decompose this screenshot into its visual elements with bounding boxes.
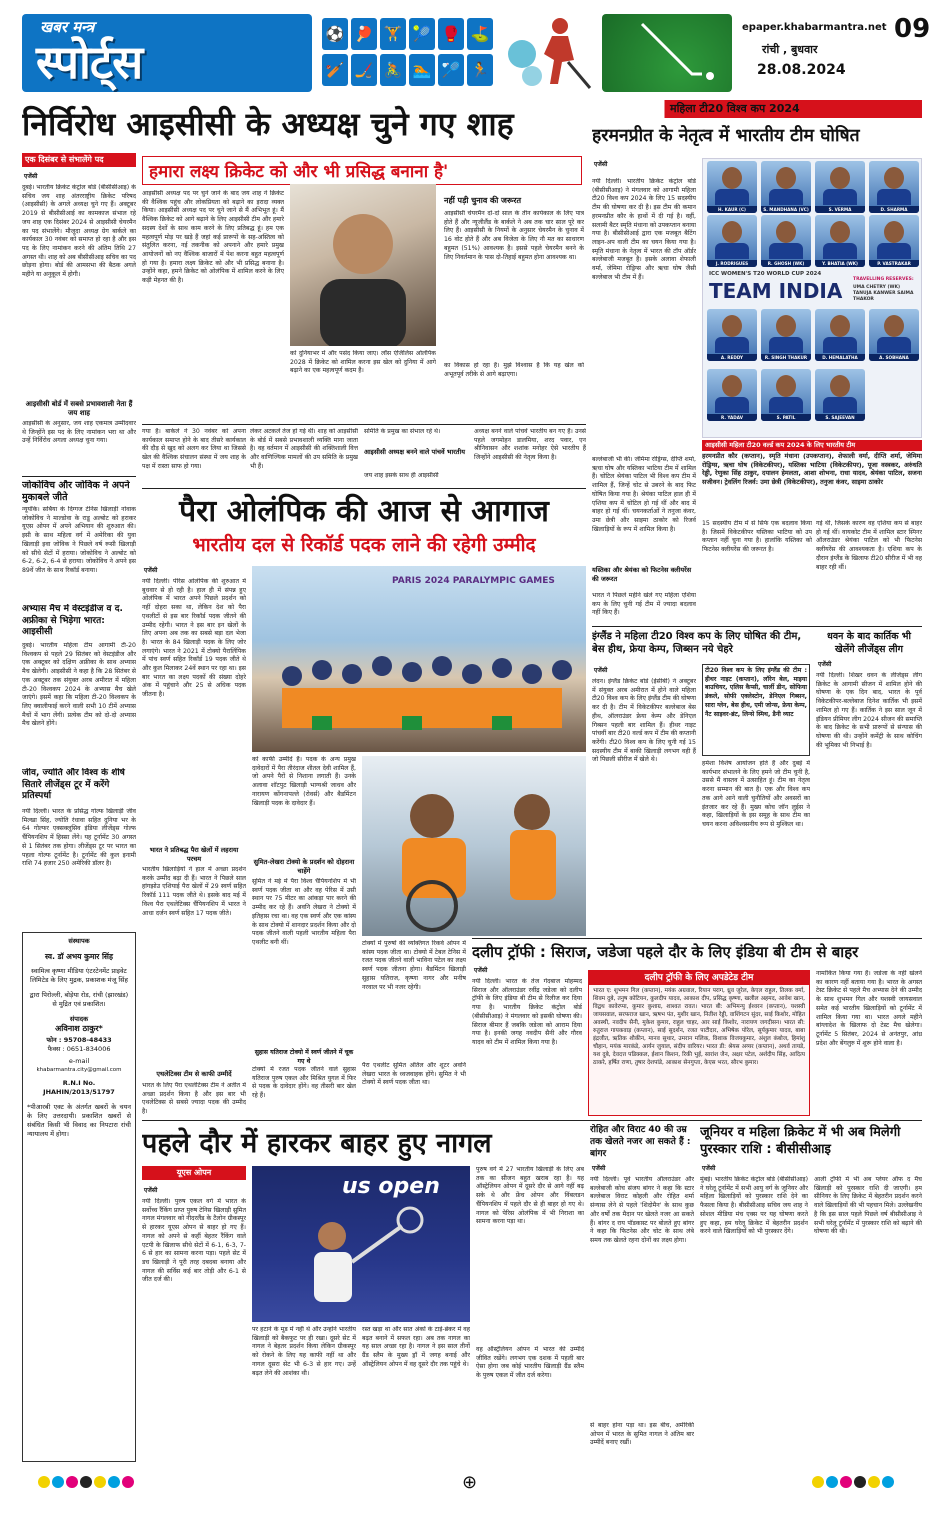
hockey-field-graphic (602, 14, 732, 92)
wt20-caption-red: आइसीसी महिला टी20 वर्ल्ड कप 2024 के लिए भारतीय टीम (702, 440, 922, 451)
editor-title: संपादक (69, 1015, 89, 1023)
sport-icon: 🚴 (380, 54, 406, 86)
rohit-byline: एजेंसी (592, 1165, 606, 1172)
color-registration-dot (854, 1476, 866, 1488)
icc-bottom3b: जय शाह इसके साथ ही आइसीसी (364, 472, 439, 479)
divider (22, 476, 136, 477)
jay-shah-photo (290, 184, 436, 346)
para-col2c: टोक्यो में रजत पदक जीतने वाले सुहास यतिराज पुरुष एकल और मिश्रित युगल में फिर से पदक के दावेदार होंगे। वह तीसरी बार खेल रहे हैं। (252, 1066, 356, 1100)
divider (142, 1120, 922, 1121)
rohit-col1: नयी दिल्ली। पूर्व भारतीय ऑलराउंडर और बल्लेबाजी कोच संजय बांगर ने कहा कि स्टार बल्लेबाज विराट कोहली और रोहित शर्मा संन्यास लेने से पहले 'शिदोमैन' के साथ कुछ और वर्षों तक मैदान पर खेलते नजर आ सकते हैं। बांगर द राय पॉडकास्ट पर बोलते हुए बांगर ने कहा कि फिटनेस और चोट के साथ लंबे समय तक खेलते रहना दोनों का लक्ष्य होगा। (590, 1176, 694, 1244)
kartik-col2: गई थी, जिसके कारण वह एशिया कप से बाहर हो गई थीं। वायकोट टीम में शामिल स्टार स्पिनर ऑलराउंडर श्रेयंका पाटिल को भी फिटनेस क्लीयरेंस की आवश्यकता है। एशिया कप के दौरान इंग्लैंड के खिलाफ टी20 सीरीज में भी वह बाहर रही थीं। (816, 520, 922, 571)
hockey-player-graphic (502, 14, 602, 92)
djokovic-text: न्यूयॉर्क। सर्बिया के दिग्गज टेनिस खिलाड़ी नोवाक जोकोविच ने माल्डोवा के राडू अल्बोट को हराकर यूएस ओपन में अपने अभियान की शुरुआत की। इसी के साथ महिला वर्ग में अमेरिका की युवा खिलाड़ी इवा जोविक ने पिछले वर्ष रूसी खिलाड़ी को सीधे सेटों में हराया। जोकोविच ने अल्बोट को 6-2, 6-2, 6-4 से हराया। जोकोविच ने अपने इस 89वें जीत के साथ रिकॉर्ड बनाया। (22, 506, 136, 574)
icc-col1-sub: आइसीसी बोर्ड में सबसे प्रभावशाली नेता हैं जय शाह (25, 400, 133, 417)
icc-sidebar-label: एक दिसंबर से संभालेंगे पद (22, 153, 136, 167)
wt20-sub: यस्तिका और श्रेयंका को फिटनेस क्लीयरेंस की जरूरत (592, 566, 692, 583)
rohit-headline: रोहित और विराट 40 की उम्र तक खेलते नजर आ सकते हैं : बांगर (590, 1125, 691, 1159)
player-avatar (884, 315, 904, 337)
warmup-headline: अभ्यास मैच में वेस्टइंडीज व द. अफ्रीका से भिड़ेगा भारत: आइसीसी (22, 604, 123, 637)
nagal-headline: पहले दौर में हारकर बाहर हुए नागल (142, 1128, 492, 1159)
color-registration-dot (882, 1476, 894, 1488)
player-jersey (769, 397, 803, 413)
england-headline: इंग्लैंड ने महिला टी20 विश्व कप के लिए घोषित की टीम, बेस हीथ, फ्रेया केम्प, जिब्सन नये चेहरे (592, 631, 802, 655)
para-col3: टोक्यों में पुरुषों की व्यक्तिगत रिकर्व ओपन में कांस्य पदक जीता था। टोक्यो में टेबल टेनिस में रजत पदक जीतने वाली भाविना पटेल का लक्ष्य स्वर्ण पदक जीतना होगा। बैडमिंटन खिलाड़ी सुहास यतिराज, कृष्णा नागर और मनीष नरवाल पर भी नजर रहेगी। (362, 940, 466, 991)
nagal-photo (252, 1166, 470, 1322)
color-registration-dot (38, 1476, 50, 1488)
player-name: A. SOBHANA (869, 354, 919, 361)
icc-col2: आइसीसी अध्यक्ष पद पर चुने जाने के बाद जय शाह ने क्रिकेट की वैश्विक पहुंच और लोकप्रियता को बढ़ाने का इरादा व्यक्त किया। आइसीसी अध्यक्ष पद पर चुने जाने से मैं अभिभूत हूं। मैं वैश्विक क्रिकेट को आगे बढ़ाने के लिए आइसीसी टीम और हमारे सदस्य देशों के साथ काम करने के लिए प्रतिबद्ध हूं। हम एक महत्वपूर्ण मोड़ पर खड़े हैं जहां कई प्रारूपों के सह-अस्तित्व को संतुलित करना, नई तकनीक को अपनाने और हमारे प्रमुख आयोजनों को नए वैश्विक बाजारों में पेश करना बहुत महत्वपूर्ण हो गया है। हमारा लक्ष्य क्रिकेट को और भी प्रसिद्ध बनाना है। उन्होंने कहा, हमने क्रिकेट को ओलंपिक में शामिल करने के लिए कड़ी मेहनत की है। (142, 190, 284, 285)
jeev-headline: जीव, ज्योति और विश्व के शीर्ष सितारे लीजेंड्स टूर में करेंगे प्रतिस्पर्धा (22, 768, 125, 801)
nagal-col4: पुरुष वर्ग में 27 भारतीय खिलाड़ी के लिए अब तक का सीजन बहुत खराब रहा है। यह ऑस्ट्रेलियन ओपन में दूसरे दौर से आगे नहीं बढ़ सके थे और फ्रेंच ओपन और विंबलडन चैंपियनशिप में पहले दौर से ही बाहर हो गए थे। नागल को पेरिस ओलंपिक में भी निराशा का सामना करना पड़ा था। (476, 1166, 584, 1226)
para-headline: पैरा ओलंपिक की आज से आगाज (179, 494, 549, 529)
legal-note: *पीआरबी एक्ट के अंतर्गत खबरों के चयन के लिए उत्तरदायी। प्रकाशित खबरों से संबंधित किसी भी विवाद का निपटारा रांची न्यायालय में होगा। (27, 1103, 131, 1138)
warmup-text: दुबई। भारतीय महिला टीम आगामी टी-20 विश्वकप से पहले 29 सितंबर को वेस्टइंडीज और एक अक्टूबर को दक्षिण अफ्रीका के साथ अभ्यास मैच खेलेगी। आइसीसी ने कहा है कि 28 सितंबर से एक अक्टूबर तक संयुक्त अरब अमीरात में महिला टी-20 विश्वकप 2024 के अभ्यास मैच खेले जाएंगे। इसमें कहा कि महिला टी-20 विश्वकप के लिए क्वालीफाई करने वाली सभी 10 टीमें अभ्यास मैचों में भाग लेंगी। प्रत्येक टीम को दो-दो अभ्यास मैच खेलने होंगे। (22, 642, 136, 728)
sport-icon: 🏃 (467, 54, 493, 86)
player-card (707, 161, 757, 213)
icc-headline: निर्विरोध आइसीसी के अध्यक्ष चुने गए शाह (22, 105, 514, 143)
player-avatar (884, 221, 904, 243)
player-card (815, 309, 865, 361)
reserves-label: TRAVELLING RESERVES: (853, 277, 914, 282)
player-card (761, 161, 811, 213)
sport-icon: ⚽ (322, 18, 348, 50)
team-banner-sub: ICC WOMEN'S T20 WORLD CUP 2024 (709, 271, 822, 277)
player-avatar (776, 221, 796, 243)
reserves-list: UMA CHETRY (WK) TANUJA KANWER SAIMA THAKOR (853, 285, 914, 302)
player-card (815, 161, 865, 213)
color-registration-dot (826, 1476, 838, 1488)
player-jersey (769, 337, 803, 353)
player-name: P. VASTRAKAR (869, 260, 919, 267)
player-card (707, 369, 757, 421)
icc-bottom3: समिति के प्रमुख का संभाल रहे थे। (364, 428, 441, 435)
nagal-col1: नयी दिल्ली। पुरुष एकल वर्ग में भारत के सर्वोच्च रैंकिंग प्राप्त पुरुष टेनिस खिलाड़ी सुमित नागल मंगलवार को नीदरलैंड के टैलोन ग्रीकस्पूर से हारकर यूएस ओपन से बाहर हो गए हैं। नागल को अपने से कहीं बेहतर रैंकिंग वाले एटपी के खिलाफ सीधे सेटों में 6-1, 6-3, 7-6 से हार का सामना करना पड़ा। पहले सेट में डच खिलाड़ी ने पूरी तरह दबदबा बनाया और नागल की सर्विस कई बार तोड़ी और 6-1 से जीत दर्ज की। (142, 1198, 246, 1284)
icc-bottom3-sub: आइसीसी अध्यक्ष बनने वाले पांचवें भारतीय (364, 448, 465, 456)
divider (142, 488, 586, 489)
player-card (761, 215, 811, 267)
duleep-byline: एजेंसी (474, 967, 488, 974)
email-label: e-mail (68, 1057, 90, 1065)
player-avatar (830, 315, 850, 337)
para-byline: एजेंसी (144, 567, 158, 574)
nagal-col5: वह ऑस्ट्रेलियन ओपन में भारत की उम्मीदें जीवित रखेंगे। लगभग एक दशक में पहली बार ऐसा होगा जब कोई भारतीय खिलाड़ी ग्रैंड स्लैम के पुरुष एकल में जीत दर्ज करेगा। (476, 1346, 584, 1380)
site-url[interactable]: epaper.khabarmantra.net (742, 22, 887, 33)
sport-icon: 🏊 (409, 54, 435, 86)
icc-col4-head: नहीं पड़ी चुनाव की जरूरत (444, 196, 522, 205)
player-card (815, 369, 865, 421)
wt20-kicker: महिला टी20 विश्व कप 2024 (592, 100, 922, 118)
bcci-headline: जूनियर व महिला क्रिकेट में भी अब मिलेगी पुरस्कार राशि : बीसीसीआइ (700, 1125, 901, 1157)
player-avatar (776, 167, 796, 189)
player-card (707, 309, 757, 361)
icc-bottom2: लेकर अटकलें तेज हो गई थीं। शाह को आइसीसी के बोर्ड में सबसे प्रभावशाली व्यक्ति माना जाता है। वह वर्तमान में आइसीसी की शक्तिशाली वित्त और वाणिज्यिक मामलों की उप समिति के प्रमुख भी हैं। (250, 428, 358, 470)
team-india-graphic (702, 158, 922, 438)
england-byline: एजेंसी (594, 667, 608, 674)
player-name: R. GHOSH (WK) (761, 260, 811, 267)
nagal-col2: पर हटाने के मूड में नहीं थे और उन्होंने भारतीय खिलाड़ी को बैकफुट पर ही रखा। दूसरे सेट में नागल ने बेहतर प्रदर्शन किया लेकिन ग्रीकस्पूर को रोकने के लिए यह काफी नहीं था और नागल दूसरा सेट भी 6-3 से हार गए। उन्हें बढ़त लेने की आशंका थी। (252, 1326, 356, 1377)
para-subhead: भारतीय दल से रिकॉर्ड पदक लाने की रहेगी उम्मीद (192, 534, 536, 556)
city-day: रांची , बुधवार (762, 43, 818, 56)
england-col2: हमेशा विशेष आयोजन होते हैं और दुबई में कार्यभार संभालने के लिए हमने जो टीम चुनी है, उससे मैं वास्तव में उत्साहित हूं। टीम का नेतृत्व करना सम्मान की बात है। एक और विश्व कप तक आगे आने वाली चुनौतियों और अवसरों का इंतजार कर रहे हैं। मुख्य कोच जॉन लुईस ने कहा, खिलाड़ियों के इस समूह के साथ टीम का चयन करना अविश्वसनीय रूप से मुश्किल था। (702, 760, 810, 828)
wt20-col2: बल्लेबाजी भी की। जेमिमा रोड्रिग्स, दीप्ति शर्मा, ऋचा घोष और यस्तिका भाटिया टीम में शामिल हैं। चोटिल श्रेयंका पाटिल भी विश्व कप टीम में शामिल हैं, जिन्हें चोट से उबरने के बाद फिट घोषित किया गया है। श्रेयंका पाटिल हाल ही में एशिया कप में चोटिल हो गई थीं और बाद में बाहर हो गई थीं। चयनकर्ताओं ने तनुजा कंवर, उमा छेत्री और साइमा ठाकोर को रिजर्व खिलाड़ियों के रूप में शामिल किया है। (592, 456, 696, 533)
imprint-box (22, 932, 136, 1462)
icc-col4b: का विकास हो रहा है। मुझे विश्वास है कि यह खेल को अभूतपूर्व तरीके से आगे बढ़ाएगा। (444, 362, 584, 378)
color-registration-dot (812, 1476, 824, 1488)
icc-byline: एजेंसी (24, 173, 38, 180)
team-banner: TEAM INDIA (709, 279, 843, 303)
player-card (761, 309, 811, 361)
player-avatar (884, 167, 904, 189)
athletes-icon (362, 756, 586, 936)
player-avatar (776, 315, 796, 337)
player-avatar (830, 167, 850, 189)
player-card (869, 309, 919, 361)
player-name: H. KAUR (C) (707, 206, 757, 213)
player-avatar (722, 167, 742, 189)
wt20-caption: हरमनप्रीत कौर (कप्तान), स्मृति मंधाना (उपकप्तान), शेफाली वर्मा, दीप्ति शर्मा, जेमिमा रोड्रिग्स, ऋचा घोष (विकेटकीपर), यस्तिका भाटिया (विकेटकीपर), पूजा वस्त्रकर, अरुंधति रेड्डी, रेणुका सिंह ठाकुर, दयालन हेमलता, आशा शोभना, राधा यादव, श्रेयंका पाटिल, सजना सजीवन। ट्रेवलिंग रिजर्व: उमा छेत्री (विकेटकीपर), तनुजा कंवर, साइमा ठाकोर (702, 452, 922, 487)
djokovic-headline: जोकोविच और जोविक ने अपने मुकाबले जीते (22, 480, 130, 503)
archer-photo (362, 756, 586, 936)
player-card (815, 215, 865, 267)
player-jersey (823, 189, 857, 205)
player-jersey (769, 189, 803, 205)
player-jersey (877, 243, 911, 259)
player-avatar (776, 375, 796, 397)
issue-date: 28.08.2024 (757, 62, 846, 78)
player-avatar (830, 375, 850, 397)
player-jersey (715, 243, 749, 259)
wt20-col2b: भारत ने पिछले महीने खेले गए महिला एशिया कप के लिए चुनी गई टीम में ज्यादा बदलाव नहीं किए हैं। (592, 592, 696, 617)
sport-icon: 🏋 (380, 18, 406, 50)
player-name: Y. BHATIA (WK) (815, 260, 865, 267)
jeev-text: नयी दिल्ली। भारत के प्रसिद्ध गोल्फ खिलाड़ी जीव मिल्खा सिंह, ज्योति रंधावा सहित दुनिया भर के 64 गोल्फर एक्सक्लूसिव इंडिया लीजेंड्स गोल्फ चैंपियनशिप में हिस्सा लेंगे। यह टूर्नामेंट 30 अगस्त से 1 सितंबर तक होगा। लीजेंड्स टूर पर भारत का पहला गोल्फ टूर्नामेंट है। टूर्नामेंट की कुल इनामी राशि 74 हजार 250 अमेरिकी डॉलर है। (22, 808, 136, 868)
player-name: S. VERMA (815, 206, 865, 213)
para-col1-sub: भारत ने प्रतिबद्ध पैरा खेलों में लहराया परचम (149, 846, 239, 863)
duleep-col2: नामांकित किया गया है। जडेजा के नहीं खेलने का कारण नहीं बताया गया है। भारत के अगस्त टेस्ट क्रिकेट से पहले मैच अभ्यास देने की उम्मीद के साथ शुभमन गिल और यशस्वी जायसवाल समेत कई भारतीय खिलाड़ियों को टूर्नामेंट में शामिल किया गया था। भारत अगले महीने बांग्लादेश के खिलाफ दो टेस्ट मैच खेलेगा। टूर्नामेंट 5 सितंबर, 2024 से अनंतपुर, आंध्र प्रदेश और बेंगलुरु में शुरू होने वाला है। (816, 970, 922, 1047)
para-col2: को काफी उम्मीदें हैं। पदक के अन्य प्रमुख दावेदारों में पैरा तीरंदाज शीतल देवी शामिल हैं, जो अपने पैरों से निशाना लगाती हैं। उनके अलावा शॉटपुट खिलाड़ी भाग्यश्री जाधव और नारायण कोंगनापल्ले (रोवर्स) और बैडमिंटन खिलाड़ी पदक के दावेदार हैं। (252, 756, 356, 807)
page-number: 09 (894, 14, 931, 44)
rni: R.N.I No. JHAHIN/2013/51797 (43, 1079, 115, 1096)
player-avatar (830, 221, 850, 243)
phone: फोन : 95708-48433 (46, 1036, 112, 1044)
sport-icon: 🏏 (322, 54, 348, 86)
para-col1c: भारत के लिए पैरा एथलेटिक्स टीम ने अतीत में अच्छा प्रदर्शन किया है और इस बार भी एथलेटिक्स से सबसे ज्यादा पदक की उम्मीद है। (142, 1082, 246, 1116)
brand-logo (22, 14, 312, 92)
hockey-player-icon (502, 14, 602, 92)
photo-banner-text: PARIS 2024 PARALYMPIC GAMES (392, 576, 555, 586)
brand-small: खबर मन्त्र (40, 18, 95, 36)
icc-col1: दुबई। भारतीय क्रिकेट कंट्रोल बोर्ड (बीसीसीआइ) के सचिव जय शाह अंतरराष्ट्रीय क्रिकेट परिषद (आइसीसी) के अगले अध्यक्ष चुने गए हैं। अक्टूबर 2019 से बीसीसीआई का कामकाज संभाल रहे जय शाह एक दिसंबर 2024 से आइसीसी चेयरमैन का पद संभालेंगे। मौजूदा अध्यक्ष ग्रेग बार्कले का कार्यकाल 30 नवंबर को समाप्त हो रहा है और इस पद के लिए नामांकन करने की अंतिम तिथि 27 अगस्त थी। शाह को अब बीसीसीआइ सचिव का पद छोड़ना होगा। बोर्ड की आमसभा की बैठक अगले महीने या अनुकूल में होगी। (22, 184, 136, 279)
icc-photo-caption: को दुनियाभर में और पसंद किया जाए। लॉस एंजिलिस ओलंपिक 2028 में क्रिकेट को शामिल करना इस खेल को दुनिया में आगे बढ़ाने का एक महत्वपूर्ण कदम है। (290, 350, 436, 375)
icc-quote: हमारा लक्ष्य क्रिकेट को और भी प्रसिद्ध बनाना है' (142, 156, 582, 185)
player-card (707, 215, 757, 267)
player-avatar (722, 375, 742, 397)
icc-bottom4: अध्यक्ष बनने वाले पांचवें भारतीय बन गए हैं। उनसे पहले जगमोहन डालमिया, शरद पवार, एन श्रीनिवासन और शशांक मनोहर ऐसे भारतीय हैं जिन्होंने आइसीसी की नेतृत्व किया है। (474, 428, 586, 462)
kartik-col2b: 15 सदस्यीय टीम में से सिर्फ एक बदलाव किया है। जिसमें विकेटकीपर यस्तिका भाटिया को उप कप्तान नहीं चुना गया है। हालांकि यस्तिका को फिटनेस क्लीयरेंस की जरूरत है। (702, 520, 812, 554)
bcci-col1: मुंबई। भारतीय क्रिकेट कंट्रोल बोर्ड (बीसीसीआइ) ने घरेलू टूर्नामेंट में सभी आयु वर्ग के जूनियर और महिला खिलाड़ियों को पुरस्कार राशि देने का फैसला किया है। बीसीसीआइ सचिव जय शाह ने सोशल मीडिया मंच एक्स पर यह घोषणा करते हुए कहा, हम घरेलू क्रिकेट में बेहतरीन प्रदर्शन करने वाले खिलाड़ियों को भी पुरस्कार देंगे। (700, 1176, 808, 1236)
sport-icon: 🏓 (351, 18, 377, 50)
player-jersey (823, 397, 857, 413)
paralympic-team-photo (252, 566, 586, 752)
para-col2-sub2: सुहास यतिराज टोक्यो में स्वर्ण जीतने में चूक गए थे (254, 1049, 354, 1065)
player-name: R. SINGH THAKUR (761, 354, 811, 361)
player-avatar (722, 315, 742, 337)
sport-icon: ⛳ (467, 18, 493, 50)
duleep-col1: नयी दिल्ली। भारत के तेज गेंदबाज मोहम्मद सिराज और ऑलराउंडर रवींद्र जडेजा को दलीप ट्रॉफी के लिए इंडिया बी टीम से रिलीज कर दिया गया है। भारतीय क्रिकेट कंट्रोल बोर्ड (बीसीसीआइ) ने मंगलवार को इसकी घोषणा की। सिराज बीमार हैं जबकि जडेजा को आराम दिया गया है। इनकी जगह नवदीप सैनी और गौरव यादव को टीम में शामिल किया गया है। (472, 978, 582, 1046)
player-name: J. RODRIGUES (707, 260, 757, 267)
color-registration-dot (108, 1476, 120, 1488)
icc-col4: आइसीसी चेयरमैन दो-दो साल के तीन कार्यकाल के लिए पात्र होते हैं और न्यूजीलैंड के बार्कले ने अब तक चार साल पूरे कर लिए हैं। आइसीसी के नियमों के अनुसार चेयरमैन के चुनाव में 16 वोट होते हैं और अब विजेता के लिए नौ मत का साधारण बहुमत (51%) आवश्यक है। इससे पहले चेयरमैन बनने के लिए निवर्तमान के पास दो-तिहाई बहुमत होना आवश्यक था। (444, 210, 584, 261)
player-card (761, 369, 811, 421)
duleep-box-title: दलीप ट्रॉफी के लिए अपडेटेड टीम (589, 971, 809, 985)
editor-name: अविनाश ठाकुर* (55, 1024, 103, 1033)
color-registration-dot (66, 1476, 78, 1488)
player-jersey (769, 243, 803, 259)
kartik-col1: नयी दिल्ली। शिखर धवन के लीजेंड्स लीग क्रिकेट के आगामी सीजन में शामिल होने की घोषणा के एक दिन बाद, भारत के पूर्व विकेटकीपर-बल्लेबाज दिनेश कार्तिक भी इसमें शामिल हो गए हैं। कार्तिक ने इस साल जून में इंडियन प्रीमियर लीग 2024 सीजन की समाप्ति के बाद क्रिकेट के सभी प्रारूपों से संन्यास की घोषणा की थी। उन्होंने कमेंट्री के साथ कोचिंग की भूमिका भी निभाई है। (816, 672, 922, 749)
color-registration-dot (80, 1476, 92, 1488)
color-registration-dot (52, 1476, 64, 1488)
player-jersey (715, 189, 749, 205)
england-box: टी20 विश्व कप के लिए इंग्लैंड की टीम : हीथर नाइट (कप्तान), लॉरेन बेल, माइया बाउचियर, एलिस कैप्सी, चार्ली डीन, सोफिया डंकले, सोफी एक्लेस्टोन, डेनिएल गिब्सन, सारा ग्लेन, बेस हीथ, एमी जोन्स, फ्रेया केम्प, नैट साइवर-ब्रंट, लिन्से स्मिथ, डैनी व्याट (702, 664, 810, 756)
email-value[interactable]: khabarmantra.city@gmail.com (36, 1067, 122, 1073)
wt20-byline: एजेंसी (594, 161, 608, 168)
divider (472, 938, 922, 939)
color-registration-dot (840, 1476, 852, 1488)
bcci-col2: आली ट्रॉफी में भी अब प्लेयर ऑफ द मैच खिलाड़ी को पुरस्कार राशि दी जाएगी। हम सीनियर के लिए क्रिकेट में बेहतरीन प्रदर्शन करने वाले खिलाड़ियों की भी पहचान मिले। उल्लेखनीय है कि इस साल पहले पिछले वर्ष बीसीसीआइ ने सभी घरेलू टूर्नामेंट में पुरस्कार राशि को बढ़ाने की घोषणा की थी। (814, 1176, 922, 1236)
nagal-byline: एजेंसी (144, 1187, 158, 1194)
player-jersey (877, 189, 911, 205)
icc-bottom1: गया है। बार्कले ने 30 नवंबर को अपना कार्यकाल समाप्त होने के बाद तीसरे कार्यकाल की दौड़ से खुद को अलग कर लिया था जिससे खेल की वैश्विक संचालन संस्था में जय शाह के पक्ष में रास्ता साफ हो गया। (142, 428, 246, 470)
duleep-headline: दलीप ट्रॉफी : सिराज, जडेजा पहले दौर के लिए इंडिया बी टीम से बाहर (472, 943, 859, 961)
player-jersey (877, 337, 911, 353)
wt20-headline: हरमनप्रीत के नेतृत्व में भारतीय टीम घोषित (592, 126, 860, 146)
fax: फैक्स : 0651-834006 (47, 1045, 111, 1053)
para-col2-sub: सुमित-लेखरा टोक्यो के प्रदर्शन को दोहराना चाहेंगे (253, 858, 355, 875)
bcci-byline: एजेंसी (702, 1165, 716, 1172)
player-name: S. MANDHANA (VC) (761, 206, 811, 213)
portrait-icon (290, 184, 436, 346)
wt20-col1: नयी दिल्ली। भारतीय क्रिकेट कंट्रोल बोर्ड (बीसीसीआइ) ने मंगलवार को आगामी महिला टी20 विश्व कप 2024 के लिए 15 सदस्यीय टीम की घोषणा कर दी है। इस टीम की कमान हरमनप्रीत कौर के हाथों में दी गई है। वहीं, सलामी बैटर स्मृति मंधाना को उपकप्तान बनाया गया है। बीसीसीआई द्वारा एक मजबूत बैटिंग लाइन-अप वाली टीम का चयन किया गया है। स्मृति मंधाना के नेतृत्व में भारत की टॉप ऑर्डर बल्लेबाजी मजबूत है। इसके अलावा शेफाली वर्मा, जेमिमा रोड्रिग्स और ऋचा घोष जैसी बल्लेबाज भी टीम में हैं। (592, 178, 696, 281)
color-registration-dot (122, 1476, 134, 1488)
imprint-owner: स्वामित्व कृष्णा मीडिया एंटरटेनमेंट प्राइवेट लिमिटेड के लिए मुद्रक, प्रकाशक मंजू सिंह (30, 967, 128, 984)
usopen-photo-text: us open (342, 1174, 440, 1199)
registration-mark-icon: ⊕ (462, 1472, 478, 1493)
icc-col1b: आइसीसी के अनुसार, जय शाह एकमात्र उम्मीदवार थे जिन्होंने इस पद के लिए नामांकन भरा था और उन्हें निर्विरोध अगला अध्यक्ष चुना गया। (22, 420, 136, 445)
hockey-stick-icon (602, 14, 732, 92)
player-jersey (823, 337, 857, 353)
player-name: R. YADAV (707, 414, 757, 421)
player-name: A. REDDY (707, 354, 757, 361)
player-name: S. PATIL (761, 414, 811, 421)
imprint-founder: स्व. डॉ अभय कुमार सिंह (45, 952, 113, 961)
imprint-address: द्वारा पिरोल्ली, बोड़ेया रोड, रांची (झारखंड) से मुद्रित एवं प्रकाशित। (29, 991, 129, 1008)
nagal-col3: रस्त खड़ा था और सात अंकों के टाई-ब्रेकर में वह बढ़त बनाने में सफल रहा। अब तक नागल का यह साल अच्छा रहा है। नागल ने इस साल तीनों ग्रैंड स्लैम के मुख्य ड्रॉ में जगह बनाई और ऑस्ट्रेलियन ओपन में वह दूसरे दौर तक पहुंचे थे। (362, 1326, 470, 1368)
para-col3b: पैरा एथलीट सुमित अंतिल और शूटर अवनि लेखरा भारत के ध्वजवाहक होंगे। सुमित ने भी टोक्यो में स्वर्ण पदक जीता था। (362, 1062, 466, 1087)
color-registration-dot (868, 1476, 880, 1488)
kartik-byline: एजेंसी (818, 661, 832, 668)
sport-icon: 🥊 (438, 18, 464, 50)
player-jersey (715, 397, 749, 413)
player-jersey (715, 337, 749, 353)
sport-icon: 🏸 (438, 54, 464, 86)
player-avatar (722, 221, 742, 243)
sport-icon: 🏒 (351, 54, 377, 86)
divider (592, 626, 922, 627)
para-col1: नयी दिल्ली। पेरिस ओलंपिक की शुरुआत में बुधवार से हो रही है। हाल ही में संपन्न हुए ओलंपिक में भारत अपने पिछले प्रदर्शन को नहीं दोहरा सका था, लेकिन देश को पैरा एथलीटों से इस बार रिकॉर्ड पदक जीतने की उम्मीद रहेगी। भारत ने इस बार इन खेलों के लिए अपना अब तक का सबसे बड़ा दल भेजा है। भारत के 84 खिलाड़ी पदक के लिए जोर लगाएंगे। भारत ने 2021 में टोक्यो पैरालिंपिक में पांच स्वर्ण सहित रिकॉर्ड 19 पदक जीते थे और कुल मिलाकर 24वें स्थान पर रहा था। इस बार भारत का लक्ष्य पदकों की संख्या दोहरे अंक में पहुंचाने और 25 से अधिक पदक जीतना है। (142, 578, 246, 699)
sports-icon-grid (322, 18, 498, 90)
divider (142, 424, 586, 425)
player-name: D. SHARMA (869, 206, 919, 213)
group-photo-icon (252, 566, 586, 752)
para-col2b: सुमित ने मई में पैरा विश्व चैंपियनशिप में भी स्वर्ण पदक जीता था और वह पेरिस में उसी स्थान पर 75 मीटर का आंकड़ा पार करने की उम्मीद कर रहे हैं। अवनि लेखरा ने टोक्यो में इतिहास रचा था। वह एक स्वर्ण और एक कांस्य के साथ टोक्यो में शानदार प्रदर्शन किया और दो पदक जीतने वाली पहली भारतीय महिला पैरा एथलीट बनी थीं। (252, 878, 356, 946)
para-col1b: भारतीय खिलाड़ियों ने हाल में अच्छा प्रदर्शन करके उम्मीद बढ़ा दी हैं। भारत ने पिछले साल हांगझोउ एशियाई पैरा खेलों में 29 स्वर्ण सहित रिकॉर्ड 111 पदक जीते थे। इसके बाद मई में विश्व पैरा एथलेटिक्स चैंपियनशिप में भारत ने आधा दर्जन स्वर्ण सहित 17 पदक जीते। (142, 866, 246, 917)
player-card (869, 215, 919, 267)
nagal-tag: यूएस ओपन (142, 1166, 246, 1180)
player-name: S. SAJEEVAN (815, 414, 865, 421)
imprint-title: संस्थापक (68, 937, 90, 945)
duleep-box-text: भारत ए: शुभमन गिल (कप्तान), मयंक अग्रवाल, रियान पराग, ध्रुव जुरेल, केएल राहुल, तिलक वर्मा, शिवम दुबे, तनुष कोटियन, कुलदीप यादव, आकाश दीप, प्रसिद्ध कृष्णा, खलील अहमद, आवेश खान, विद्वथ कावेरप्पा, कुमार कुशाग्र, शाश्वत रावत। भारत बी: अभिमन्यु ईश्वरन (कप्तान), यशस्वी जायसवाल, सरफराज खान, ऋषभ पंत, मुशीर खान, नितीश रेड्डी, वाशिंगटन सुंदर, साई किशोर, मोहित अवस्थी, नवदीप सैनी, मुकेश कुमार, राहुल चाहर, आर साई किशोर, नारायण जगदीसन। भारत सी: रुतुराज गायकवाड़ (कप्तान), साई सुदर्शन, रजत पाटीदार, अभिषेक पोरेल, सूर्यकुमार यादव, बाबा इंद्रजीत, ऋतिक शौकीन, मानव सुथार, उमरान मलिक, विशाक विजयकुमार, अंशुल कंबोज, हिमांशु चौहान, मयंक मारकंडे, आर्यन जुयाल, संदीप वारियर। भारत डी: श्रेयस अय्यर (कप्तान), अथर्व तायडे, यश दुबे, देवदत्त पडिक्कल, ईशान किशन, रिकी भुई, सारांश जैन, अक्षर पटेल, अर्शदीप सिंह, आदित्य ठाकरे, हर्षित राणा, तुषार देशपांडे, आकाश सेनगुप्ता, केएस भरत, सौरभ कुमार। (593, 988, 805, 1066)
sport-icon: 🎾 (409, 18, 435, 50)
brand-title: स्पोर्ट्स (36, 35, 143, 89)
player-card (869, 161, 919, 213)
duleep-box (588, 970, 810, 1116)
england-col1: लंदन। इंग्लैंड क्रिकेट बोर्ड (ईसीबी) ने अक्टूबर में संयुक्त अरब अमीरात में होने वाले महिला टी20 विश्व कप के लिए इंग्लैंड टीम की घोषणा कर दी है। टीम में विकेटकीपर बल्लेबाज बेस हीथ, ऑलराउंडर फ्रेया केम्प और डेनिएल गिब्सन पहली बार शामिल हैं। हीथर नाइट पांचवीं बार टी20 वर्ल्ड कप में टीम की कप्तानी करेंगी। टी20 विश्व कप के लिए चुनी गई 15 सदस्यीय टीम में बाकी खिलाड़ी लगभग वही हैं जो पिछली सीरीज में खेले थे। (592, 678, 696, 764)
player-jersey (823, 243, 857, 259)
kartik-headline: धवन के बाद कार्तिक भी खेलेंगे लीजेंड्स लीग (827, 631, 911, 655)
footer-bar (22, 1470, 924, 1496)
para-col1c-sub: एथलेटिक्स टीम से काफी उम्मीदें (156, 1070, 232, 1078)
rohit-col2: से बाहर होना पड़ा था। इस बीच, अमेरिकी ओपन में भारत के सुमित नागल ने अंतिम बार उम्मीदें बनाए रखीं। (590, 1422, 694, 1447)
player-name: D. HEMALATHA (815, 354, 865, 361)
color-registration-dot (94, 1476, 106, 1488)
masthead (22, 14, 931, 94)
